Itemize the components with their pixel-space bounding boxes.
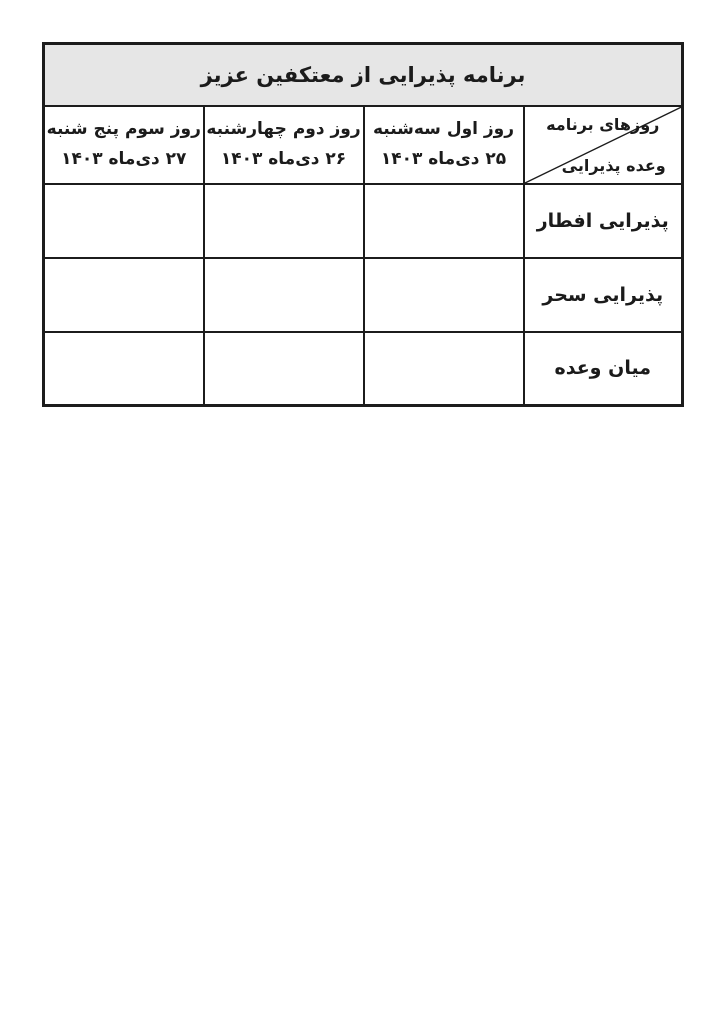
cell-sahar-day1: [364, 258, 524, 332]
day-1-name: روز اول سه‌شنبه: [372, 119, 515, 139]
day-header-2: [204, 106, 364, 184]
cell-snack-day1: [364, 332, 524, 406]
row-sahar: [44, 258, 683, 332]
cell-iftar-day2: [204, 184, 364, 258]
day-header-1: [364, 106, 524, 184]
row-snack: [44, 332, 683, 406]
cell-iftar-day3: [44, 184, 204, 258]
corner-meals-label: وعده پذیرایی: [561, 155, 666, 175]
header-row: [44, 106, 683, 184]
row-label-iftar: پذیرایی افطار: [524, 184, 683, 258]
row-label-snack: میان وعده: [524, 332, 683, 406]
day-3-date: ۲۷ دی‌ماه ۱۴۰۳: [61, 149, 187, 169]
row-iftar: [44, 184, 683, 258]
hospitality-schedule-table: [42, 42, 684, 407]
title-row: [44, 44, 683, 106]
cell-sahar-day3: [44, 258, 204, 332]
table-title: برنامه پذیرایی از معتکفین عزیز: [44, 44, 683, 106]
day-3-name: روز سوم پنج شنبه: [46, 119, 201, 139]
day-2-name: روز دوم چهارشنبه: [206, 119, 361, 139]
cell-snack-day2: [204, 332, 364, 406]
corner-header-cell: [524, 106, 683, 184]
day-2-date: ۲۶ دی‌ماه ۱۴۰۳: [220, 149, 347, 169]
day-1-date: ۲۵ دی‌ماه ۱۴۰۳: [380, 149, 507, 169]
corner-days-label: روزهای برنامه: [546, 114, 660, 134]
row-label-sahar: پذیرایی سحر: [524, 258, 683, 332]
cell-snack-day3: [44, 332, 204, 406]
cell-sahar-day2: [204, 258, 364, 332]
cell-iftar-day1: [364, 184, 524, 258]
day-header-3: [44, 106, 204, 184]
